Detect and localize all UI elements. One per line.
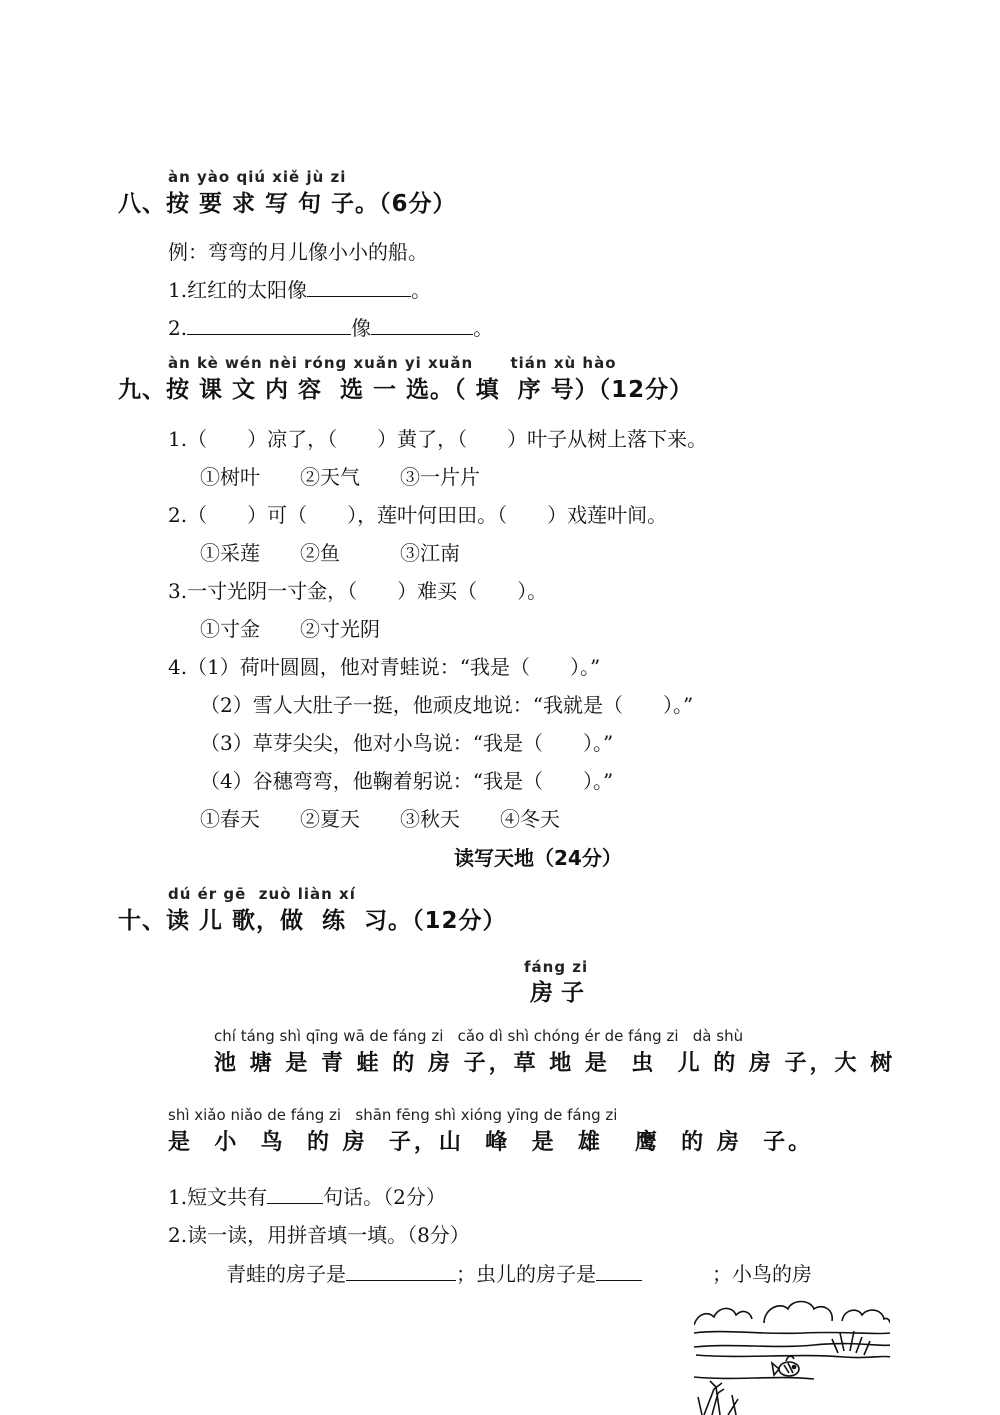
poem-title-pinyin: fáng zi <box>524 958 589 976</box>
answer-blank[interactable] <box>596 1260 642 1281</box>
poem-line1: 池 塘 是 青 蛙 的 房 子，草 地 是 虫 儿 的 房 子，大 树 <box>214 1051 896 1076</box>
section9-q3: 3.一寸光阴一寸金，（ ）难买（ ）。 <box>168 579 548 603</box>
part-heading: 读写天地（24分） <box>454 846 622 870</box>
q1-suffix: 句话。（2分） <box>323 1185 446 1209</box>
section9-q1: 1.（ ）凉了，（ ）黄了，（ ）叶子从树上落下来。 <box>168 427 708 451</box>
cloud-left <box>694 1308 752 1325</box>
section8-question-1 <box>168 274 431 303</box>
q2-prefix: 2. <box>168 316 188 340</box>
section10-question-2: 2.读一读，用拼音填一填。（8分） <box>168 1223 470 1247</box>
answer-blank[interactable] <box>346 1260 456 1281</box>
section8-question-2 <box>168 312 493 341</box>
answer-blank[interactable] <box>187 314 351 335</box>
section9-title: 九、按 课 文 内 容 选 一 选。（ 填 序 号）（12分） <box>118 377 694 403</box>
cloud-right <box>842 1310 890 1323</box>
section9-q4-4: （4）谷穗弯弯，他鞠着躬说：“我是（ ）。” <box>200 769 614 793</box>
section10-pinyin: dú ér gē zuò liàn xí <box>168 885 356 903</box>
poem-title: 房 子 <box>530 980 585 1006</box>
section9-pinyin: àn kè wén nèi róng xuǎn yi xuǎn tián xù hào <box>168 354 617 372</box>
section9-q2-options: ①采莲 ②鱼 ③江南 <box>200 541 460 565</box>
answer-blank[interactable] <box>267 1183 323 1204</box>
section9-q4-3: （3）草芽尖尖，他对小鸟说：“我是（ ）。” <box>200 731 614 755</box>
answer-blank[interactable] <box>307 276 411 297</box>
section10-question-1 <box>168 1181 446 1210</box>
fill-in-line <box>226 1258 812 1287</box>
section9-q4-1: 4.（1）荷叶圆圆，他对青蛙说：“我是（ ）。” <box>168 655 601 679</box>
section8-title: 八、按 要 求 写 句 子。（6分） <box>118 191 457 217</box>
cloud-middle <box>764 1302 832 1324</box>
q1-prefix: 1.短文共有 <box>168 1185 268 1209</box>
answer-blank[interactable] <box>371 314 473 335</box>
q1-prefix: 1.红红的太阳像 <box>168 278 308 302</box>
section9-q2: 2.（ ）可（ ），莲叶何田田。（ ）戏莲叶间。 <box>168 503 668 527</box>
section8-example: 例：弯弯的月儿像小小的船。 <box>168 240 428 264</box>
fill-text-2: ；虫儿的房子是 <box>456 1262 596 1286</box>
fill-text-1: 青蛙的房子是 <box>226 1262 346 1286</box>
poem-line2: 是 小 鸟 的 房 子，山 峰 是 雄 鹰 的 房 子。 <box>168 1130 814 1155</box>
q1-suffix: 。 <box>411 278 432 302</box>
q2-middle: 像 <box>351 316 372 340</box>
pond-illustration <box>694 1293 890 1415</box>
section9-q4-options: ①春天 ②夏天 ③秋天 ④冬天 <box>200 807 560 831</box>
poem-line2-pinyin: shì xiǎo niǎo de fáng zi shān fēng shì xióng yīng de fáng zi <box>168 1106 618 1124</box>
section9-q1-options: ①树叶 ②天气 ③一片片 <box>200 465 480 489</box>
section9-q4-2: （2）雪人大肚子一挺，他顽皮地说：“我就是（ ）。” <box>200 693 694 717</box>
fill-text-3: ；小鸟的房 <box>712 1262 812 1286</box>
section8-pinyin: àn yào qiú xiě jù zi <box>168 168 347 186</box>
section10-title: 十、读 儿 歌，做 练 习。（12分） <box>118 908 507 934</box>
section9-q3-options: ①寸金 ②寸光阴 <box>200 617 380 641</box>
q2-suffix: 。 <box>473 316 494 340</box>
poem-line1-pinyin: chí táng shì qīng wā de fáng zi cǎo dì shì chóng ér de fáng zi dà shù <box>214 1027 744 1045</box>
